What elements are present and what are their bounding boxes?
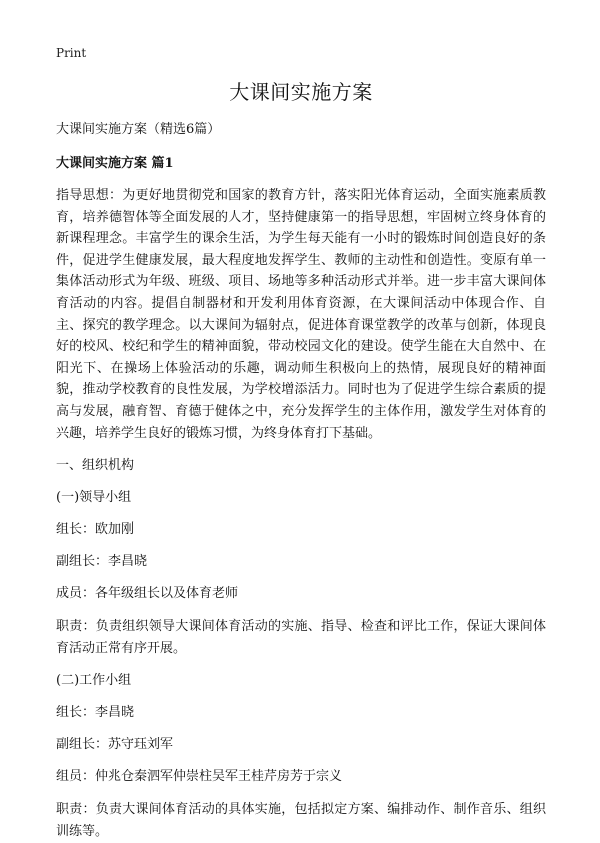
work-group-heading: (二)工作小组 bbox=[56, 673, 132, 689]
print-link[interactable]: Print bbox=[56, 46, 87, 60]
leadership-group-members: 成员：各年级组长以及体育老师 bbox=[56, 586, 239, 602]
work-group-members: 组员：仲兆仓秦泗军仲崇柱吴军王桂芹房芳于宗义 bbox=[56, 769, 343, 785]
leadership-group-deputy: 副组长：李昌晓 bbox=[56, 554, 148, 570]
section-heading-1: 大课间实施方案 篇1 bbox=[56, 156, 174, 171]
leadership-group-heading: (一)领导小组 bbox=[56, 490, 132, 506]
work-group-duties: 职责：负责大课间体育活动的具体实施，包括拟定方案、编排动作、制作音乐、组织训练等。 bbox=[56, 802, 546, 839]
work-group-deputy: 副组长：苏守珏刘军 bbox=[56, 737, 174, 753]
work-group-leader: 组长：李昌晓 bbox=[56, 705, 135, 721]
document-title: 大课间实施方案 bbox=[229, 80, 373, 104]
org-structure-heading: 一、组织机构 bbox=[56, 458, 135, 474]
intro-paragraph: 指导思想：为更好地贯彻党和国家的教育方针，落实阳光体育运动，全面实施素质教育，培养德智体等全面发展的人才，坚持健康第一的指导思想，牢固树立终身体育的新课程理念。丰富学生的课余生活，为学生每天能有一小时的锻炼时间创造良好的条件，促进学生健康发展，最大程度地发挥学生、教师的主动性和创造性。变原有单一集体活动形式为年级、班级、项目、场地等多种活动形式并举。进一步丰富大课间体育活动的内容。提倡自制器材和开发利用体育资源，在大课间活动中体现合作、自主、探究的教学理念。以大课间为辐射点，促进体育课堂教学的改革与创新，体现良好的校风、校纪和学生的精神面貌，带动校园文化的建设。使学生能在大自然中、在阳光下、在操场上体验活动的乐趣，调动师生积极向上的热情，展现良好的精神面貌，推动学校教育的良性发展，为学校增添活力。同时也为了促进学生综合素质的提高与发展，融育智、育德于健体之中，充分发挥学生的主体作用，激发学生对体育的兴趣，培养学生良好的锻炼习惯，为终身体育打下基础。 bbox=[56, 188, 546, 441]
leadership-group-duties: 职责：负责组织领导大课间体育活动的实施、指导、检查和评比工作，保证大课间体育活动正常有序开展。 bbox=[56, 619, 546, 656]
document-subtitle: 大课间实施方案（精选6篇） bbox=[56, 122, 221, 137]
leadership-group-leader: 组长：欧加刚 bbox=[56, 522, 135, 538]
